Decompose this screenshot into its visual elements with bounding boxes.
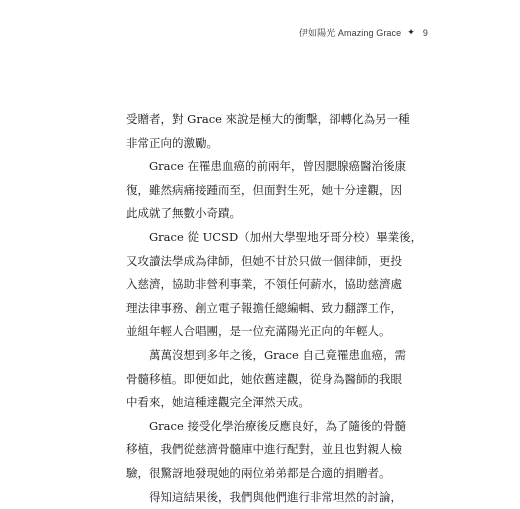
text-line: 中看來，她這種達觀完全渾然天成。: [126, 391, 392, 415]
running-header: [299, 26, 428, 39]
text-line: 得知這結果後，我們與他們進行非常坦然的討論，: [126, 486, 392, 509]
text-line: Grace 從 UCSD（加州大學聖地牙哥分校）畢業後，: [126, 226, 392, 250]
text-line: Grace 接受化學治療後反應良好，為了隨後的骨髓: [126, 415, 392, 439]
text-line: 理法律事務、創立電子報擔任總編輯、致力翻譯工作，: [126, 297, 392, 321]
text-line: 移植，我們從慈濟骨髓庫中進行配對，並且也對親人檢: [126, 438, 392, 462]
text-line: 萬萬沒想到多年之後，Grace 自己竟罹患血癌，需: [126, 344, 392, 368]
ornament-icon: ✦: [407, 27, 415, 38]
text-line: 並組年輕人合唱團，是一位充滿陽光正向的年輕人。: [126, 320, 392, 344]
text-line: 受贈者，對 Grace 來說是極大的衝擊，卻轉化為另一種: [126, 108, 392, 132]
text-line: 此成就了無數小奇蹟。: [126, 202, 392, 226]
text-line: 又攻讀法學成為律師，但她不甘於只做一個律師，更投: [126, 250, 392, 274]
page-number: 9: [423, 28, 428, 38]
text-line: 驗，很驚訝地發現她的兩位弟弟都是合適的捐贈者。: [126, 462, 392, 486]
body-text: [126, 108, 392, 509]
text-line: Grace 在罹患血癌的前兩年，曾因腮腺癌醫治後康: [126, 155, 392, 179]
text-line: 骨髓移植。即便如此，她依舊達觀，從身為醫師的我眼: [126, 368, 392, 392]
text-line: 非常正向的激勵。: [126, 132, 392, 156]
text-line: 入慈濟，協助非營利事業，不領任何薪水，協助慈濟處: [126, 273, 392, 297]
running-title: 伊如陽光 Amazing Grace: [299, 26, 401, 39]
text-line: 復，雖然病痛接踵而至，但面對生死，她十分達觀，因: [126, 179, 392, 203]
